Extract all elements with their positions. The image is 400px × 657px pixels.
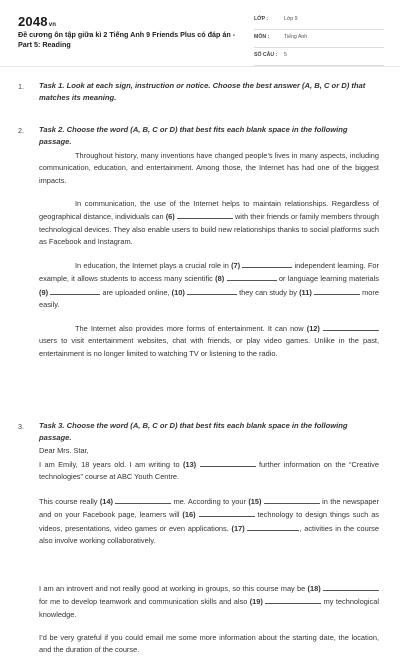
blank-number: (13) <box>183 460 197 469</box>
blank-number: (14) <box>99 497 113 506</box>
letter-paragraph: I am an introvert and not really good at working in groups, so this course may be (18) for me to develop teamwork and communication skills and also (19) my technological knowledge. <box>39 584 379 619</box>
blank-number: (6) <box>165 212 175 222</box>
meta-value: Lớp 9 <box>284 16 298 22</box>
blank-line <box>187 286 237 295</box>
task-number: 3. <box>18 422 24 431</box>
blank-line <box>177 210 233 219</box>
passage-paragraph: In education, the Internet plays a crucial role in (7) independent learning. For example, it allows students to access many scientific (8) or language learning materials (9) are uploaded online, (10) they can study by (11) more easily. <box>39 261 379 310</box>
letter-paragraph: I am Emily, 18 years old. I am writing to (13) further information on the “Creative technologies” course at ABC Youth Centre. <box>39 460 379 482</box>
blank-line <box>115 495 171 504</box>
meta-value: 5 <box>284 52 287 58</box>
letter-greeting: Dear Mrs. Star, <box>39 446 89 455</box>
passage-paragraph: In communication, the use of the Internet helps to maintain relationships. Regardless of geographical distance, individuals can (6) with their friends or family members through technological devices. They also enable users to build new relationships thanks to social platforms such as Facebook and Instagram. <box>39 199 379 247</box>
blank-number: (7) <box>231 261 241 270</box>
letter-paragraph: This course really (14) me. According to your (15) in the newspaper and on your Facebook page, learners will (16) technology to design things such as videos, presentations, video games or even applications. (17) , activities in the course also involve working collaboratively. <box>39 497 379 546</box>
blank-line <box>247 522 299 531</box>
blank-number: (12) <box>306 324 320 333</box>
meta-table <box>254 12 384 66</box>
blank-number: (15) <box>248 497 262 506</box>
task-number: 2. <box>18 126 24 135</box>
logo-suffix: vn <box>48 22 57 28</box>
blank-line <box>242 259 292 268</box>
blank-line <box>50 286 100 295</box>
meta-row-class <box>254 12 384 30</box>
blank-line <box>227 272 277 281</box>
blank-number: (9) <box>39 287 49 297</box>
letter-paragraph: I’d be very grateful if you could email me some more information about the starting date, the location, and the duration of the course. <box>39 633 379 655</box>
blank-number: (16) <box>182 510 196 520</box>
blank-line <box>323 322 379 331</box>
task-title: Task 1. Look at each sign, instruction or notice. Choose the best answer (A, B, C or D) that matches its meaning. <box>39 81 366 103</box>
meta-label: SỐ CÂU : <box>254 52 278 58</box>
task-number: 1. <box>18 82 24 91</box>
task-title: Task 3. Choose the word (A, B, C or D) that best fits each blank space in the following passage. <box>39 421 348 443</box>
blank-number: (17) <box>231 523 245 533</box>
task-title: Task 2. Choose the word (A, B, C or D) that best fits each blank space in the following passage. <box>39 125 348 147</box>
page-header <box>0 0 400 67</box>
passage-paragraph: Throughout history, many inventions have changed people’s lives in many aspects, including communication, education, and entertainment. Among those, the Internet has had one of the biggest impacts. <box>39 151 379 185</box>
blank-line <box>264 495 320 504</box>
blank-line <box>314 286 360 295</box>
meta-row-count <box>254 48 384 66</box>
document-title: Đề cương ôn tập giữa kì 2 Tiếng Anh 9 Friends Plus có đáp án - Part 5: Reading <box>18 30 236 49</box>
blank-line <box>200 458 256 467</box>
blank-number: (19) <box>249 597 263 607</box>
meta-label: LỚP : <box>254 16 269 22</box>
blank-number: (8) <box>215 274 225 284</box>
blank-number: (10) <box>171 287 185 297</box>
blank-number: (18) <box>307 584 321 593</box>
meta-label: MÔN : <box>254 34 270 40</box>
passage-paragraph: The Internet also provides more forms of entertainment. It can now (12) users to visit entertainment websites, chat with friends, or play video games. Unlike in the past, entertainment is no longer limited to watching TV or listening to the radio. <box>39 324 379 358</box>
blank-line <box>199 508 255 517</box>
site-logo[interactable] <box>18 14 56 29</box>
blank-number: (11) <box>299 287 312 297</box>
logo-text: 2048 <box>18 14 48 29</box>
meta-value: Tiếng Anh <box>284 34 308 40</box>
meta-row-subject <box>254 30 384 48</box>
blank-line <box>323 582 379 591</box>
